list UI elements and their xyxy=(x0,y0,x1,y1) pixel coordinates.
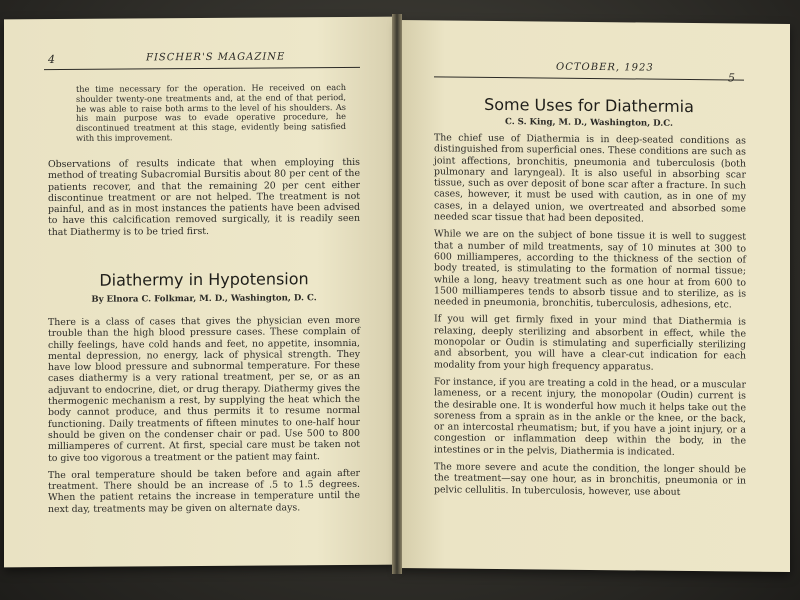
book-gutter xyxy=(392,14,402,574)
observations-paragraph: Observations of results indicate that when employing this method of treating Subacromial Bursitis about 80 per cent of the patients recover, and that the remaining 20 per cent either discontinue treatment or are not helped. The treatment is not painful, and as in most instances the patients have been advised to have this calcification removed surgically, it is readily seen that Diathermy is to be tried first. xyxy=(48,156,360,238)
diathermia-title: Some Uses for Diathermia xyxy=(484,94,694,117)
left-folio: 4 xyxy=(48,53,55,67)
right-page xyxy=(398,20,790,572)
diathermia-paragraph-2: While we are on the subject of bone tissue it is well to suggest that a number of mild treatments, say of 10 minutes at 300 to 600 milliamperes, according to the thickness of the section of body treated, is stimulating to the formation of normal tissue; while a long, heavy treatment such as one hour at from 600 to 1500 milliamperes tends to absorb tissue and to sterilize, as is needed in pneumonia, bronchitis, tuberculosis, adhesions, etc. xyxy=(434,228,746,311)
left-page xyxy=(4,17,396,568)
right-running-head: OCTOBER, 1923 xyxy=(556,61,654,74)
hypotension-paragraph-2: The oral temperature should be taken before and again after treatment. There should be an increase of .5 to 1.5 degrees. When the patient retains the increase in temperature until the next day, treatments may be given on alternate days. xyxy=(48,467,360,515)
diathermia-byline: C. S. King, M. D., Washington, D.C. xyxy=(505,117,673,129)
hypotension-body xyxy=(48,315,360,521)
right-folio: 5 xyxy=(728,71,735,85)
diathermia-paragraph-3: If you will get firmly fixed in your mind that Diathermia is relaxing, deeply sterilizing and absorbent in effect, while the monopolar or Oudin is stimulating and superficially sterilizing and absorbent, you will have a clear-cut indication for each modality from your high frequency apparatus. xyxy=(434,313,746,373)
diathermia-body xyxy=(434,132,746,504)
case-note: the time necessary for the operation. He received on each shoulder twenty-one treatments and, at the end of that period, he was able to raise both arms to the level of his shoulders. As his main purpose was to evade operative procedure, he discontinued treatment at this stage, evidently being satisfied with this improvement. xyxy=(76,81,346,143)
diathermia-paragraph-1: The chief use of Diathermia is in deep-seated conditions as distinguished from superficial ones. These conditions are such as joint affections, bronchitis, pneumonia and tuberculosis (both pulmonary and laryngeal). It is also useful in absorbing scar tissue, such as over deposit of bone scar after a fracture. In such cases, however, it must be used with caution, as in one of my cases, in a delayed union, we overtreated and absorbed some needed scar tissue that had been deposited. xyxy=(434,132,746,225)
hypotension-paragraph-1: There is a class of cases that gives the physician even more trouble than the high blood pressure cases. These complain of chilly feelings, have cold hands and feet, no appetite, insomnia, mental depression, no energy, lack of physical strength. They have low blood pressure and subnormal temperature. For these cases diathermy is a very rational treatment, per se, or as an adjuvant to endocrine, diet, or drug therapy. Diathermy gives the thermogenic mechanism a rest, by supplying the heat which the body cannot produce, and thus permits it to resume normal functioning. Daily treatments of fifteen minutes to one-half hour should be given on the condenser chair or pad. Use 500 to 800 milliamperes of current. At first, special care must be taken not to give too vigorous a treatment or the patient may faint. xyxy=(48,314,360,464)
left-running-head: FISCHER'S MAGAZINE xyxy=(146,51,286,64)
hypotension-title: Diathermy in Hypotension xyxy=(99,269,309,290)
diathermia-paragraph-4: For instance, if you are treating a cold in the head, or a muscular lameness, or a recent injury, the monopolar (Oudin) current is the desirable one. It is wonderful how much it helps take out the soreness from a sprain as in the ankle or the knee, or the back, or an intercostal rheumatism; but, if you have a joint injury, or a congestion or inflammation deep within the body, in the intestines or in the pelvis, Diathermia is indicated. xyxy=(434,376,746,458)
right-header-rule xyxy=(434,76,744,80)
left-header-rule xyxy=(44,67,360,70)
hypotension-byline: By Elnora C. Folkmar, M. D., Washington, D. C. xyxy=(91,293,317,305)
diathermia-paragraph-5: The more severe and acute the condition, the longer should be the treatment—say one hour, as in bronchitis, pneumonia or in pelvic cellulitis. In tuberculosis, however, use about xyxy=(434,461,746,498)
